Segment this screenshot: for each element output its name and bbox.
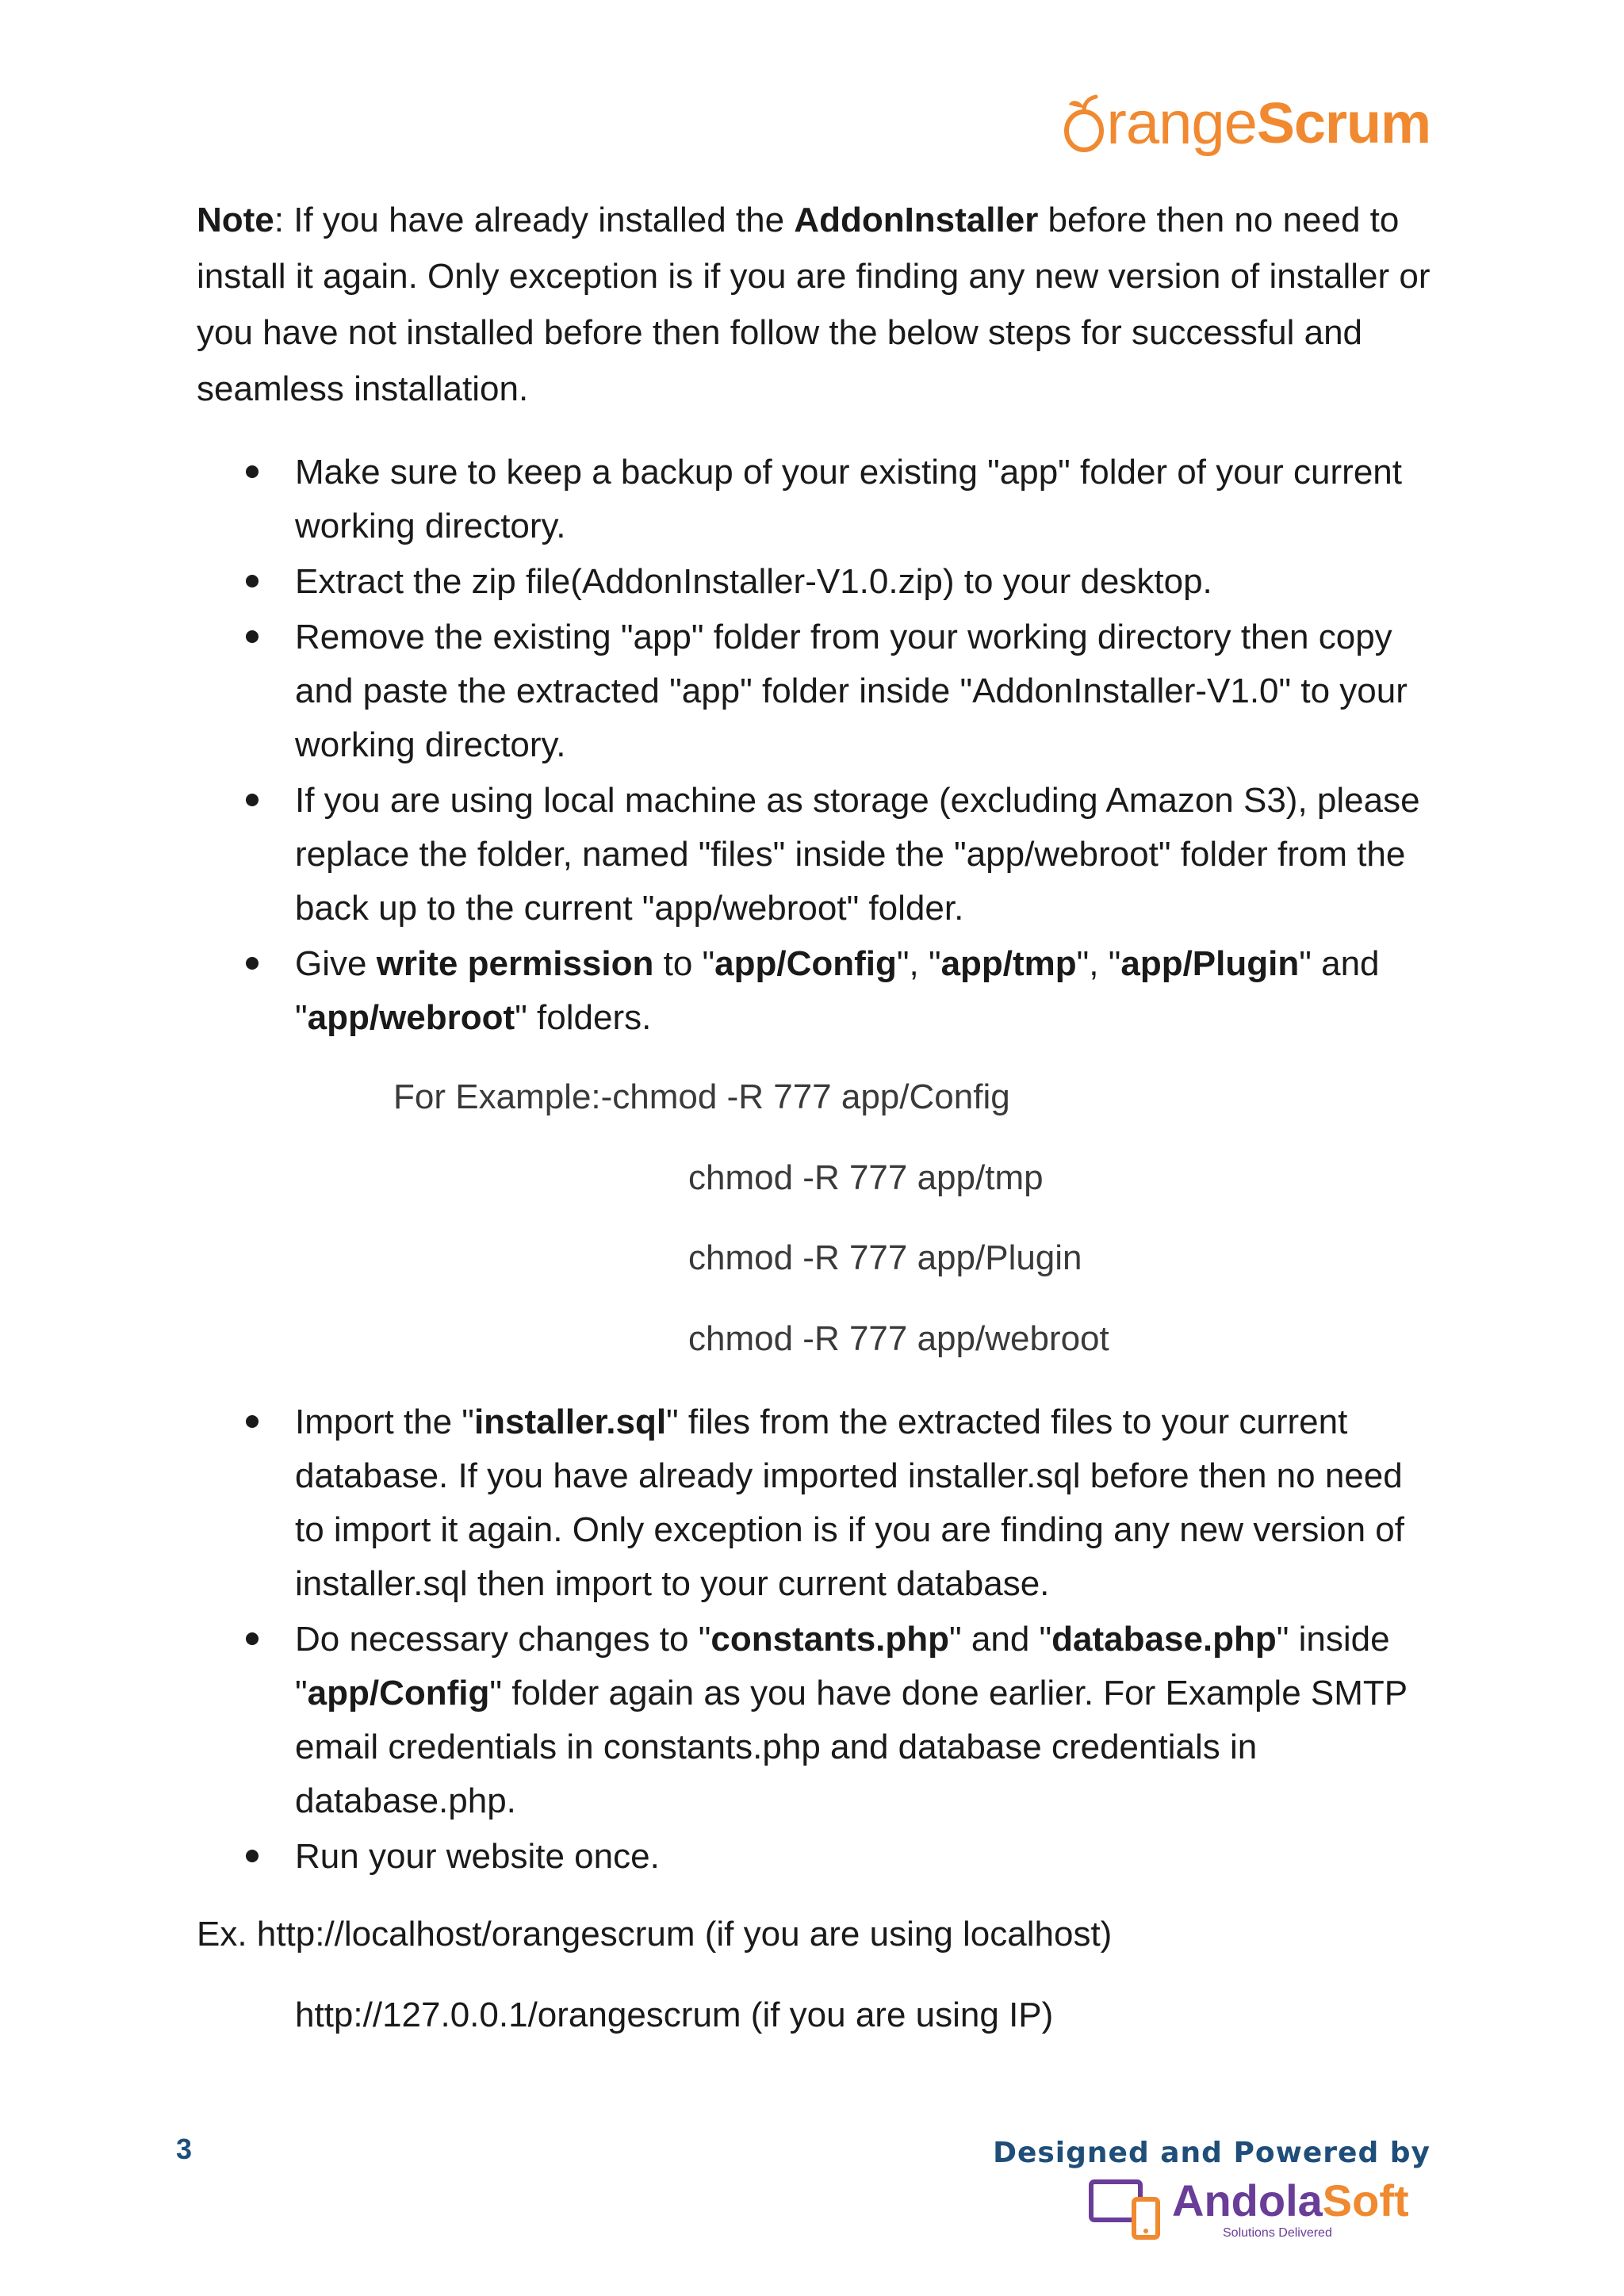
andolasoft-logo bbox=[1088, 2174, 1409, 2245]
orangescrum-logo bbox=[1063, 90, 1431, 157]
step-remove-text: Remove the existing "app" folder from your working directory then copy and paste the extracted "app" folder inside "AddonInstaller-V1.0" to your working directory. bbox=[295, 618, 1408, 764]
bullet-icon bbox=[246, 957, 259, 970]
list-item bbox=[197, 1395, 1434, 1611]
step-backup-text: Make sure to keep a backup of your existing "app" folder of your current working directory. bbox=[295, 453, 1402, 545]
bullet-icon bbox=[246, 1632, 259, 1645]
note-text-2: before then no need to install it again. Only exception is if you are finding any new version of installer or you have not installed before then follow the below steps for successful and seamless installation. bbox=[197, 201, 1431, 408]
list-item bbox=[197, 555, 1434, 609]
bullet-icon bbox=[246, 465, 259, 478]
bullet-icon bbox=[246, 794, 259, 806]
text: " files from the extracted files to your current database. If you have already imported installer.sql before then no need to import it again. Only exception is if you are finding any new version of installer.sql then import to your current database. bbox=[295, 1402, 1404, 1603]
code-line-tmp: chmod -R 777 app/tmp bbox=[688, 1158, 1044, 1197]
steps-list-continued bbox=[197, 1395, 1434, 1885]
bold-text: database.php bbox=[1051, 1620, 1277, 1659]
bullet-icon bbox=[246, 1850, 259, 1862]
list-item bbox=[197, 446, 1434, 553]
bold-text: app/Plugin bbox=[1120, 944, 1300, 983]
bold-text: app/Config bbox=[714, 944, 897, 983]
step-config-text bbox=[295, 1620, 1407, 1820]
logo-text-scrum: Scrum bbox=[1256, 92, 1431, 155]
step-permission-text bbox=[295, 944, 1380, 1037]
andolasoft-tagline: Solutions Delivered bbox=[1223, 2226, 1332, 2240]
step-run-text: Run your website once. bbox=[295, 1837, 660, 1876]
note-label: Note bbox=[197, 201, 274, 239]
url-example-ip: http://127.0.0.1/orangescrum (if you are using IP) bbox=[295, 1996, 1054, 2034]
bold-text: installer.sql bbox=[473, 1402, 667, 1441]
text: Import the " bbox=[295, 1402, 474, 1441]
step-extract-text: Extract the zip file(AddonInstaller-V1.0.zip) to your desktop. bbox=[295, 562, 1212, 601]
bold-text: app/Config bbox=[307, 1674, 490, 1712]
bold-text: app/tmp bbox=[940, 944, 1077, 983]
text: Give bbox=[295, 944, 377, 983]
text: ", " bbox=[896, 944, 941, 983]
logo-text-range: range bbox=[1106, 90, 1257, 157]
list-item bbox=[197, 937, 1434, 1045]
text: " and " bbox=[295, 944, 1380, 1037]
text: " folder again as you have done earlier. For Example SMTP email credentials in constants.php and database credentials in database.php. bbox=[295, 1674, 1408, 1820]
andola-text: Andola bbox=[1172, 2175, 1323, 2225]
url-example-localhost: Ex. http://localhost/orangescrum (if you are using localhost) bbox=[197, 1915, 1113, 1954]
list-item bbox=[197, 610, 1434, 772]
bold-text: constants.php bbox=[710, 1620, 950, 1659]
note-paragraph bbox=[197, 192, 1434, 417]
bold-text: write permission bbox=[376, 944, 654, 983]
orange-o-icon bbox=[1063, 94, 1105, 154]
code-line-plugin: chmod -R 777 app/Plugin bbox=[688, 1238, 1082, 1277]
page-number: 3 bbox=[176, 2133, 193, 2165]
bold-text: app/webroot bbox=[307, 998, 515, 1037]
list-item bbox=[197, 1613, 1434, 1828]
text: ", " bbox=[1076, 944, 1121, 983]
devices-icon bbox=[1088, 2179, 1164, 2242]
code-line-webroot: chmod -R 777 app/webroot bbox=[688, 1319, 1109, 1358]
step-storage-text: If you are using local machine as storage (excluding Amazon S3), please replace the folder, named "files" inside the "app/webroot" folder from the back up to the current "app/webroot" folder. bbox=[295, 781, 1420, 928]
text: to " bbox=[653, 944, 715, 983]
list-item bbox=[197, 774, 1434, 936]
bullet-icon bbox=[246, 630, 259, 643]
text: " folders. bbox=[515, 998, 652, 1037]
andolasoft-wordmark bbox=[1172, 2175, 1409, 2226]
step-import-text bbox=[295, 1402, 1404, 1603]
steps-list bbox=[197, 446, 1434, 1047]
text: Do necessary changes to " bbox=[295, 1620, 711, 1659]
note-bold-addoninstaller: AddonInstaller bbox=[794, 201, 1039, 239]
code-line-config: For Example:-chmod -R 777 app/Config bbox=[393, 1077, 1010, 1116]
bullet-icon bbox=[246, 1415, 259, 1428]
note-text-1: : If you have already installed the bbox=[274, 201, 795, 239]
soft-text: Soft bbox=[1322, 2175, 1409, 2225]
text: " and " bbox=[949, 1620, 1052, 1659]
designed-by-text: Designed and Powered by bbox=[993, 2137, 1431, 2169]
text: " inside " bbox=[295, 1620, 1390, 1712]
bullet-icon bbox=[246, 575, 259, 587]
list-item bbox=[197, 1830, 1434, 1884]
